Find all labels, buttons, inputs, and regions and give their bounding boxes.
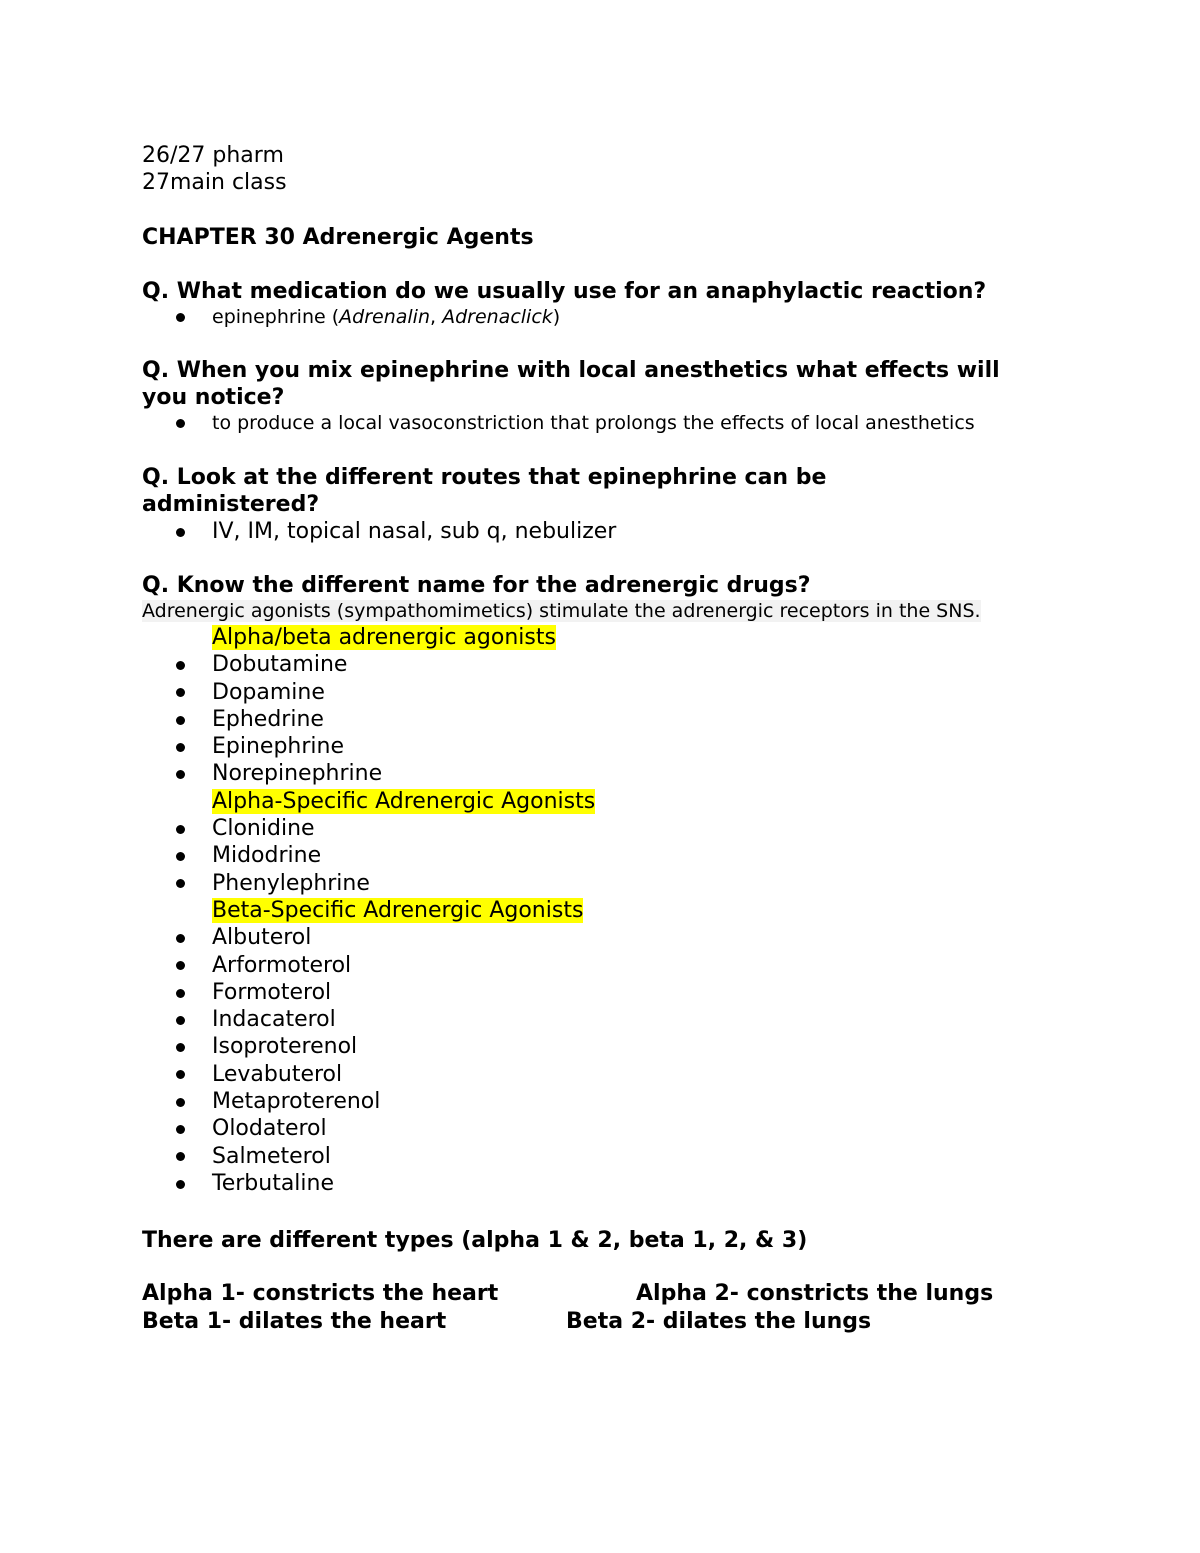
list-item: Metaproterenol: [142, 1088, 595, 1115]
receptor-alpha-2: Alpha 2- constricts the lungs: [636, 1281, 994, 1306]
bullet-icon: [176, 879, 185, 888]
group-3-list: [142, 924, 595, 1197]
drug-groups: [142, 624, 595, 1197]
question-2-line-1: Q. When you mix epinephrine with local anesthetics what effects will: [142, 358, 1000, 383]
bullet-icon: [176, 1043, 185, 1052]
group-2-title: Alpha-Specific Adrenergic Agonists: [212, 788, 596, 814]
list-item: Clonidine: [142, 815, 595, 842]
list-item: Salmeterol: [142, 1143, 595, 1170]
list-item: to produce a local vasoconstriction that prolongs the effects of local anesthetics: [142, 411, 975, 435]
bullet-icon: [176, 661, 185, 670]
list-item: Dobutamine: [142, 651, 595, 678]
list-item: epinephrine (Adrenalin, Adrenaclick): [142, 305, 560, 329]
bullet-icon: [176, 1016, 185, 1025]
bullet-icon: [176, 419, 185, 428]
bullet-icon: [176, 961, 185, 970]
list-item: Epinephrine: [142, 733, 595, 760]
question-3-line-1: Q. Look at the different routes that epinephrine can be: [142, 465, 827, 490]
chapter-title: CHAPTER 30 Adrenergic Agents: [142, 225, 534, 250]
group-1-list: [142, 651, 595, 787]
receptor-beta-1: Beta 1- dilates the heart: [142, 1309, 447, 1334]
list-item: Terbutaline: [142, 1170, 595, 1197]
list-item: Dopamine: [142, 679, 595, 706]
group-1-title: Alpha/beta adrenergic agonists: [212, 625, 556, 650]
bullet-icon: [176, 1180, 185, 1189]
bullet-icon: [176, 1125, 185, 1134]
bullet-icon: [176, 688, 185, 697]
bullet-icon: [176, 528, 185, 537]
list-item: Isoproterenol: [142, 1033, 595, 1060]
receptor-beta-2: Beta 2- dilates the lungs: [566, 1309, 872, 1334]
list-item: Levabuterol: [142, 1061, 595, 1088]
bullet-icon: [176, 770, 185, 779]
receptor-alpha-1: Alpha 1- constricts the heart: [142, 1281, 499, 1306]
group-3-title: Beta-Specific Adrenergic Agonists: [212, 897, 584, 923]
question-1: Q. What medication do we usually use for an anaphylactic reaction?: [142, 279, 987, 304]
bullet-icon: [176, 1070, 185, 1079]
bullet-icon: [176, 1098, 185, 1107]
list-item: Indacaterol: [142, 1006, 595, 1033]
list-item: Formoterol: [142, 979, 595, 1006]
bullet-icon: [176, 852, 185, 861]
types-line: There are different types (alpha 1 & 2, beta 1, 2, & 3): [142, 1228, 808, 1253]
bullet-icon: [176, 934, 185, 943]
list-item: Ephedrine: [142, 706, 595, 733]
question-4-intro: Adrenergic agonists (sympathomimetics) stimulate the adrenergic receptors in the SNS.: [142, 600, 981, 622]
group-2-list: [142, 815, 595, 897]
bullet-icon: [176, 825, 185, 834]
answer-1-list: [142, 305, 560, 329]
list-item: Midodrine: [142, 842, 595, 869]
list-item: Arformoterol: [142, 952, 595, 979]
bullet-icon: [176, 313, 185, 322]
question-4: Q. Know the different name for the adrenergic drugs?: [142, 573, 811, 598]
list-item: IV, IM, topical nasal, sub q, nebulizer: [142, 518, 616, 545]
bullet-icon: [176, 743, 185, 752]
question-2-line-2: you notice?: [142, 385, 285, 410]
bullet-icon: [176, 1152, 185, 1161]
list-item: Albuterol: [142, 924, 595, 951]
bullet-icon: [176, 716, 185, 725]
header-line-1: 26/27 pharm: [142, 143, 284, 168]
list-item: Olodaterol: [142, 1115, 595, 1142]
header-line-2: 27main class: [142, 170, 287, 195]
list-item: Phenylephrine: [142, 870, 595, 897]
answer-3-list: [142, 518, 616, 545]
list-item: Norepinephrine: [142, 760, 595, 787]
answer-2-list: [142, 411, 975, 435]
bullet-icon: [176, 989, 185, 998]
question-3-line-2: administered?: [142, 492, 320, 517]
